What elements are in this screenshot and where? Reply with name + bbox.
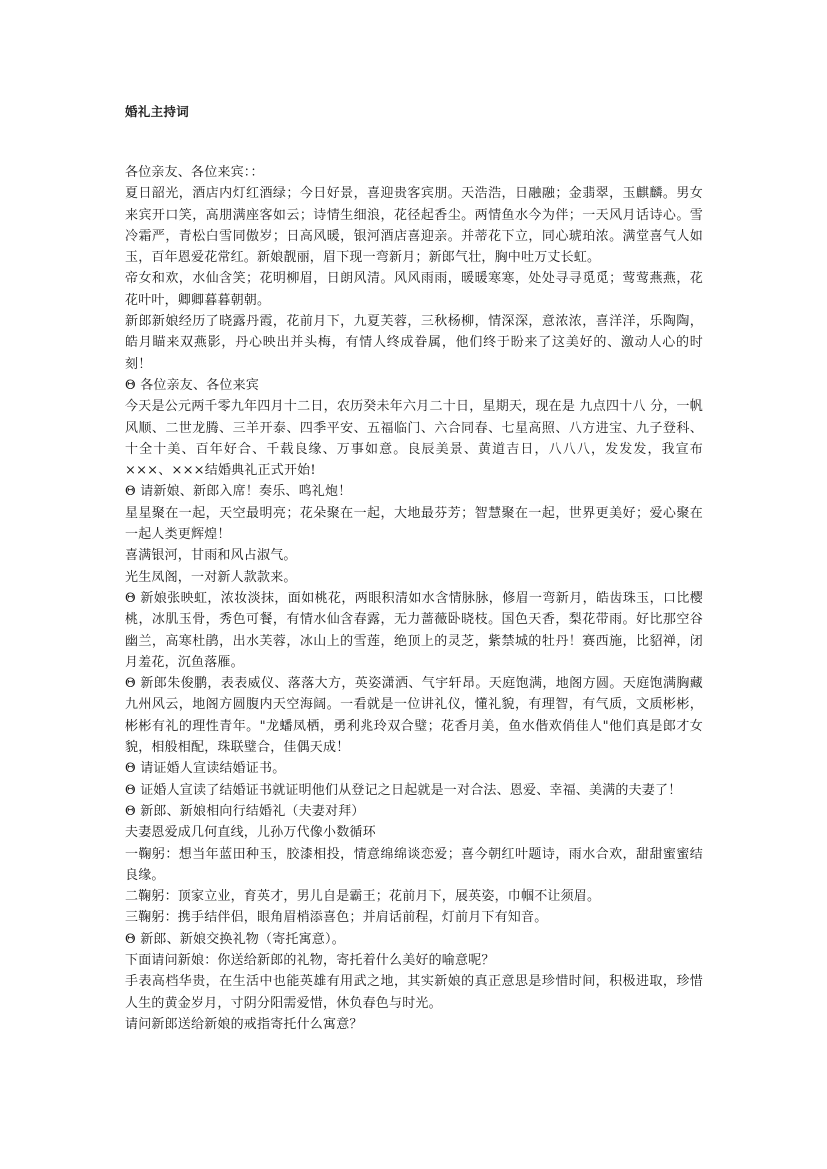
section-heading: Θ 请证婚人宣读结婚证书。 bbox=[125, 761, 286, 777]
paragraph: 手表高档华贵，在生活中也能英雄有用武之地，其实新娘的真正意思是珍惜时间，积极进取，珍惜人生的黄金岁月，寸阴分阳需爱惜，休负春色与时光。 bbox=[125, 974, 703, 1011]
paragraph: 光生凤阁，一对新人款款来。 bbox=[125, 569, 297, 585]
paragraph: 今天是公元两千零九年四月十二日，农历癸未年六月二十日，星期天，现在是 九点四十八 分，一帆风顺、二世龙腾、三羊开泰、四季平安、五福临门、六合同春、七星高照、八方进宝、九子登科、十全十美、百年好合、千载良缘、万事如意。良辰美景、黄道吉日，八八八，发发发，我宣布×××、×××结婚典礼正式开始! bbox=[125, 399, 703, 479]
paragraph: 请问新郎送给新娘的戒指寄托什么寓意？ bbox=[125, 1016, 363, 1032]
paragraph: 星星聚在一起，天空最明亮；花朵聚在一起，大地最芬芳；智慧聚在一起，世界更美好；爱心聚在一起人类更辉煌！ bbox=[125, 505, 703, 543]
section-heading: Θ 新娘张映虹，浓妆淡抹，面如桃花，两眼积清如水含情脉脉，修眉一弯新月，皓齿珠玉，口比樱桃，冰肌玉骨，秀色可餐，有情水仙含春露，无力蔷薇卧晓枝。国色天香，梨花带雨。好比那空谷幽兰，高寒杜鹃，出水芙蓉，冰山上的雪莲，绝顶上的灵芝，紫禁城的牡丹！赛西施，比貂禅，闭月羞花，沉鱼落雁。 bbox=[125, 590, 703, 670]
paragraph: 二鞠躬：顶家立业，育英才，男儿自是霸王；花前月下，展英姿，巾帼不让须眉。 bbox=[125, 889, 601, 905]
section-heading: Θ 新郎、新娘交换礼物（寄托寓意）。 bbox=[125, 931, 345, 947]
document-title: 婚礼主持词 bbox=[125, 104, 190, 119]
section-heading: Θ 请新娘、新郎入席！奏乐、鸣礼炮！ bbox=[125, 484, 352, 500]
paragraph: 下面请问新娘：你送给新郎的礼物，寄托着什么美好的喻意呢？ bbox=[125, 952, 495, 968]
document-body bbox=[125, 162, 703, 1035]
paragraph: 帝女和欢，水仙含笑；花明柳眉，日朗风清。风风雨雨，暖暖寒寒，处处寻寻觅觅；莺莺燕燕，花花叶叶，卿卿暮暮朝朝。 bbox=[125, 271, 703, 308]
section-heading: Θ 各位亲友、各位来宾 bbox=[125, 377, 259, 393]
paragraph: 一鞠躬：想当年蓝田种玉，胶漆相投，情意绵绵谈恋爱；喜今朝红叶题诗，雨水合欢，甜甜蜜蜜结良缘。 bbox=[125, 846, 703, 883]
section-heading: Θ 证婚人宣读了结婚证书就证明他们从登记之日起就是一对合法、恩爱、幸福、美满的夫妻了！ bbox=[125, 782, 682, 798]
paragraph: 新郎新娘经历了晓露丹霞，花前月下，九夏芙蓉，三秋杨柳，情深深，意浓浓，喜洋洋，乐陶陶，皓月瞄来双燕影，丹心映出并头梅，有情人终成眷属，他们终于盼来了这美好的、激动人心的时刻！ bbox=[125, 314, 703, 372]
paragraph: 夏日韶光，酒店内灯红酒绿；今日好景，喜迎贵客宾朋。天浩浩，日融融；金翡翠，玉麒麟。男女来宾开口笑，高朋满座客如云；诗情生细浪，花径起香尘。两情鱼水今为伴；一天风月话诗心。雪冷霜严，青松白雪同傲岁；日高风暖，银河酒店喜迎亲。并蒂花下立，同心琥珀浓。满堂喜气人如玉，百年恩爱花常红。新娘靓丽，眉下现一弯新月；新郎气壮，胸中吐万丈长虹。 bbox=[125, 186, 703, 266]
paragraph-greeting: 各位亲友、各位来宾：： bbox=[125, 165, 264, 180]
paragraph: 夫妻恩爱成几何直线，儿孙万代像小数循环 bbox=[125, 825, 376, 841]
section-heading: Θ 新郎朱俊鹏，表表威仪、落落大方，英姿潇洒、气宇轩昂。天庭饱满，地阁方圆。天庭饱满胸藏九州风云，地阁方圆腹内天空海阔。一看就是一位讲礼仪，懂礼貌，有理智，有气质，文质彬彬，彬彬有礼的理性青年。"龙蟠凤栖，勇利兆玲双合璧；花香月美，鱼水偕欢俏佳人"他们真是郎才女貌，相般相配，珠联璧合，佳偶天成！ bbox=[125, 676, 703, 756]
section-heading: Θ 新郎、新娘相向行结婚礼（夫妻对拜） bbox=[125, 803, 365, 819]
paragraph: 喜满银河，甘雨和风占淑气。 bbox=[125, 548, 297, 564]
paragraph: 三鞠躬：携手结伴侣，眼角眉梢添喜色；并肩话前程，灯前月下有知音。 bbox=[125, 910, 548, 926]
